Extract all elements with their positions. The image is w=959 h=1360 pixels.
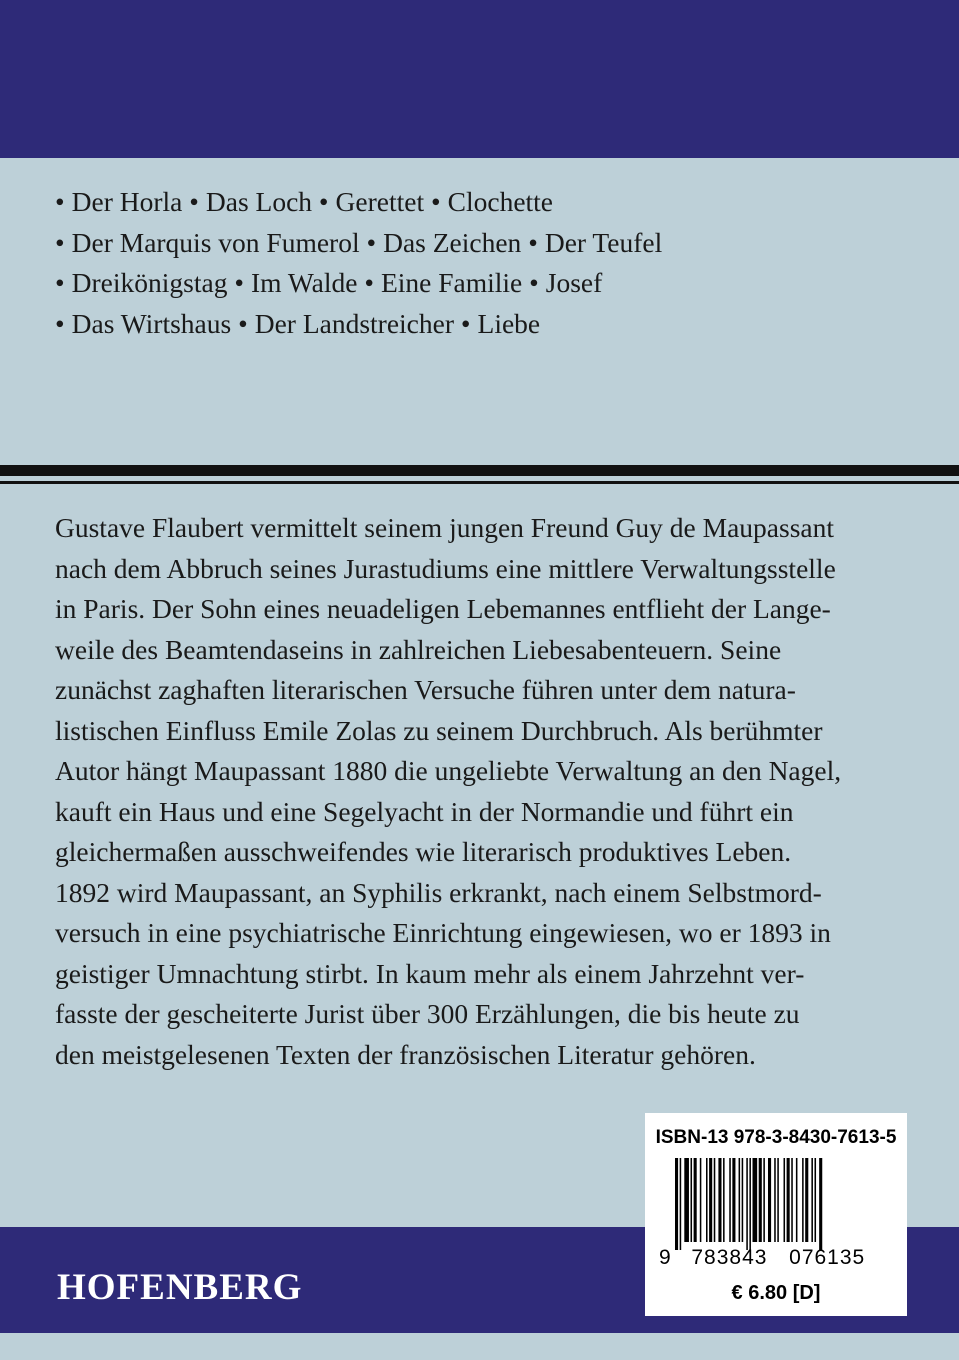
barcode-bar — [684, 1158, 689, 1242]
description-line: nach dem Abbruch seines Jurastudiums eine mittlere Verwaltungsstelle — [55, 552, 836, 584]
story-title: Der Teufel — [544, 226, 663, 258]
top-color-band — [0, 0, 959, 158]
barcode-group-2: 076135 — [789, 1246, 866, 1269]
story-title: Der Landstreicher — [254, 307, 454, 339]
description-line: Autor hängt Maupassant 1880 die ungeliebte Verwaltung an den Nagel, — [55, 755, 842, 786]
publisher-logo: HOFENBERG — [57, 1267, 303, 1308]
barcode-bar — [709, 1158, 712, 1242]
barcode-bar — [694, 1158, 697, 1242]
bullet-icon: • — [529, 267, 539, 298]
barcode-icon — [675, 1158, 875, 1250]
description-line: den meistgelesenen Texten der französischen Literatur gehören. — [55, 1038, 756, 1070]
description-line: versuch in eine psychiatrische Einrichtung eingewiesen, wo er 1893 in — [55, 917, 831, 948]
barcode-bar — [768, 1158, 771, 1242]
story-title: Das Zeichen — [383, 226, 522, 258]
description-line: weile des Beamtendaseins in zahlreichen Liebesabenteuern. Seine — [55, 633, 782, 665]
barcode-bar — [714, 1158, 716, 1242]
bullet-icon: • — [55, 267, 65, 298]
barcode-bar — [819, 1158, 822, 1250]
story-title: Der Horla — [71, 186, 183, 217]
barcode-bar — [763, 1158, 765, 1242]
divider-thin — [0, 481, 959, 484]
description-line: fasste der gescheiterte Jurist über 300 Erzählungen, die bis heute zu — [55, 998, 800, 1029]
barcode-bar — [787, 1158, 790, 1242]
bullet-icon: • — [366, 226, 377, 258]
barcode-bar — [805, 1158, 808, 1242]
barcode-bar — [739, 1158, 741, 1242]
barcode-bar — [746, 1158, 748, 1250]
barcode-bar — [700, 1158, 702, 1242]
barcode-bar — [815, 1158, 817, 1242]
story-titles-list — [55, 182, 935, 344]
story-title: Im Walde — [250, 267, 358, 298]
bullet-icon: • — [55, 226, 65, 258]
barcode-bar — [777, 1158, 779, 1242]
description-line: gleichermaßen ausschweifendes wie literarisch produktives Leben. — [55, 836, 792, 867]
bullet-icon: • — [189, 186, 199, 217]
barcode-bar — [742, 1158, 744, 1242]
story-title: Josef — [545, 267, 603, 298]
description-line: listischen Einfluss Emile Zolas zu seinem Durchbruch. Als berühmter — [55, 714, 823, 746]
barcode-bar — [706, 1158, 708, 1242]
barcode-bar — [753, 1158, 758, 1242]
bullet-icon: • — [55, 307, 65, 339]
titles-line-4 — [55, 304, 935, 345]
bullet-icon: • — [318, 186, 329, 217]
barcode-first-digit: 9 — [659, 1246, 672, 1269]
barcode-bar — [749, 1158, 751, 1250]
story-title: Das Loch — [205, 186, 313, 217]
barcode-bar — [732, 1158, 735, 1242]
barcode-bar — [675, 1158, 678, 1250]
barcode-bar — [759, 1158, 762, 1242]
story-title: Gerettet — [335, 186, 425, 217]
description-line: Gustave Flaubert vermittelt seinem jungen Freund Guy de Maupassant — [55, 512, 834, 543]
bullet-icon: • — [430, 186, 441, 217]
story-title: Liebe — [477, 307, 541, 339]
isbn-box — [645, 1113, 907, 1316]
bullet-icon: • — [55, 186, 65, 217]
story-title: Der Marquis von Fumerol — [71, 226, 360, 258]
story-title: Das Wirtshaus — [71, 307, 232, 339]
barcode-bar — [680, 1158, 682, 1250]
description-line: zunächst zaghaften literarischen Versuche führen unter dem natura- — [55, 674, 796, 705]
titles-line-1 — [55, 182, 935, 223]
barcode-bar — [718, 1158, 721, 1242]
story-title: Eine Familie — [380, 267, 523, 298]
barcode-group-1: 783843 — [691, 1246, 768, 1269]
description-line: in Paris. Der Sohn eines neuadeligen Lebemannes entflieht der Lange- — [55, 593, 831, 624]
titles-line-2 — [55, 223, 935, 264]
barcode-bar — [729, 1158, 731, 1242]
barcode-bar — [723, 1158, 725, 1242]
isbn-label: ISBN-13 978-3-8430-7613-5 — [655, 1127, 897, 1148]
book-description — [55, 508, 905, 1075]
barcode-digits — [659, 1246, 899, 1270]
barcode-bar — [791, 1158, 793, 1242]
bullet-icon: • — [234, 267, 244, 298]
description-line: geistiger Umnachtung stirbt. In kaum mehr als einem Jahrzehnt ver- — [55, 957, 805, 989]
bullet-icon: • — [460, 307, 471, 339]
titles-line-3 — [55, 263, 935, 304]
barcode-bar — [784, 1158, 786, 1242]
barcode-bar — [811, 1158, 813, 1242]
bullet-icon: • — [528, 226, 538, 258]
description-line: kauft ein Haus und eine Segelyacht in der Normandie und führt ein — [55, 795, 794, 827]
barcode-bar — [796, 1158, 798, 1242]
divider-thick — [0, 465, 959, 476]
story-title: Dreikönigstag — [71, 267, 228, 298]
price-label: € 6.80 [D] — [731, 1282, 821, 1304]
description-line: 1892 wird Maupassant, an Syphilis erkrankt, nach einem Selbstmord- — [55, 876, 822, 908]
barcode-bar — [774, 1158, 776, 1242]
bullet-icon: • — [238, 307, 248, 339]
barcode-bar — [802, 1158, 804, 1242]
story-title: Clochette — [447, 186, 554, 217]
bullet-icon: • — [364, 267, 374, 298]
barcode-bar — [691, 1158, 693, 1242]
